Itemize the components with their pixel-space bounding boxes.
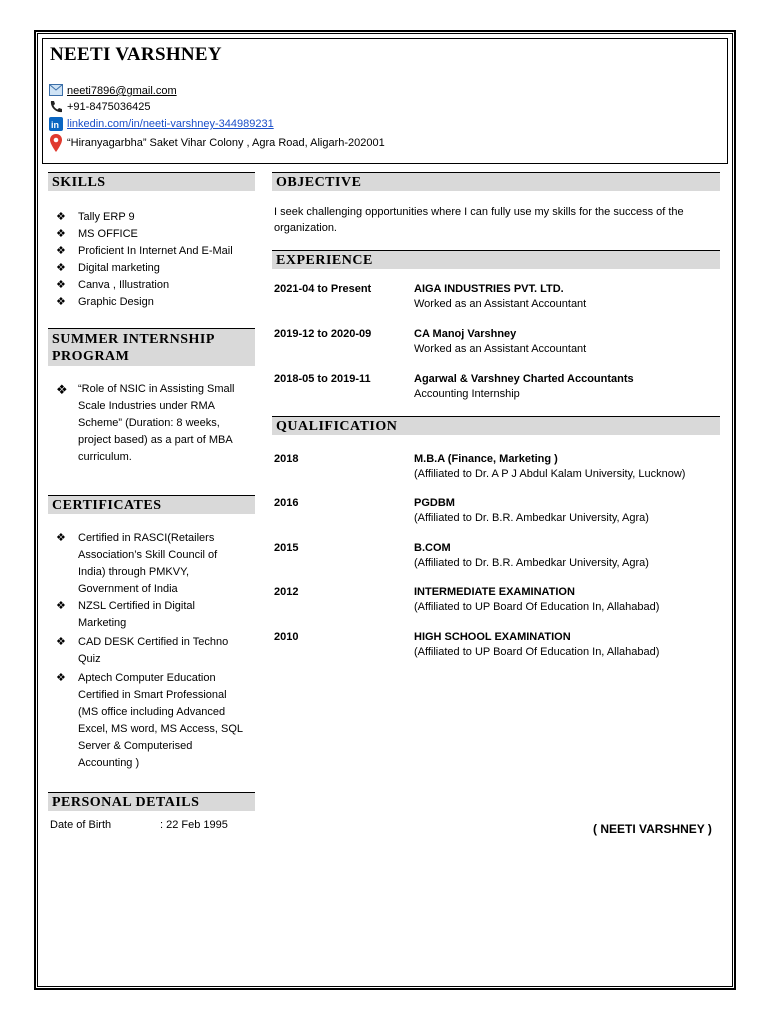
list-item: ❖ Proficient In Internet And E-Mail — [56, 243, 233, 260]
diamond-bullet-icon: ❖ — [56, 228, 66, 240]
diamond-bullet-icon: ❖ — [56, 262, 66, 274]
qualification-entry: B.COM (Affiliated to Dr. B.R. Ambedkar University, Agra) — [414, 542, 649, 569]
linkedin-link[interactable]: linkedin.com/in/neeti-varshney-344989231 — [67, 118, 274, 130]
phone-icon — [49, 100, 63, 114]
experience-heading: EXPERIENCE — [272, 250, 720, 269]
experience-entry: CA Manoj Varshney Worked as an Assistant Accountant — [414, 328, 587, 355]
diamond-bullet-icon: ❖ — [56, 600, 66, 612]
email-row — [49, 84, 177, 98]
list-item: ❖ Aptech Computer Education — [56, 670, 243, 687]
phone-number: +91-8475036425 — [67, 101, 151, 113]
skills-heading: SKILLS — [48, 172, 255, 191]
diamond-bullet-icon: ❖ — [56, 636, 66, 648]
svg-text:in: in — [51, 120, 59, 130]
address-row — [49, 134, 385, 152]
list-item: ❖ Certified in RASCI(Retailers — [56, 530, 243, 547]
list-item: ❖ CAD DESK Certified in Techno — [56, 634, 243, 651]
experience-entry: AIGA INDUSTRIES PVT. LTD. Worked as an Assistant Accountant — [414, 283, 587, 310]
qualification-year: 2016 — [274, 497, 299, 509]
linkedin-row — [49, 117, 274, 131]
qualification-heading: QUALIFICATION — [272, 416, 720, 435]
experience-date: 2018-05 to 2019-11 — [274, 373, 371, 385]
certificates-heading: CERTIFICATES — [48, 495, 255, 514]
phone-row — [49, 100, 151, 114]
list-item: ❖ Graphic Design — [56, 294, 233, 311]
diamond-bullet-icon: ❖ — [56, 279, 66, 291]
list-item: ❖ MS OFFICE — [56, 226, 233, 243]
qualification-entry: HIGH SCHOOL EXAMINATION (Affiliated to UP Board Of Education In, Allahabad) — [414, 631, 660, 658]
diamond-bullet-icon: ❖ — [56, 672, 66, 684]
qualification-year: 2018 — [274, 453, 299, 465]
internship-description: ❖ “Role of NSIC in Assisting Small Scale Industries under RMA Scheme” (Duration: 8 weeks, project based) as a part of MBA curriculum. — [56, 382, 235, 463]
list-item: ❖ Tally ERP 9 — [56, 209, 233, 226]
certificates-list: ❖ Certified in RASCI(Retailers Association’s Skill Council of India) through PMKVY, Government of India ❖ NZSL Certified in Digital Marketing ❖ CAD DESK Certified in Techno Quiz ❖ Aptech Computer Education Certified in Smart Professional (MS office including Advanced Excel, MS word, MS Access, SQL Server & Computerised Accounting ) — [56, 532, 244, 769]
diamond-bullet-icon: ❖ — [56, 382, 68, 397]
experience-entry: Agarwal & Varshney Charted Accountants Accounting Internship — [414, 373, 634, 400]
skills-list — [56, 209, 233, 311]
qualification-year: 2012 — [274, 586, 299, 598]
dob-value: : 22 Feb 1995 — [160, 819, 228, 831]
envelope-icon — [49, 84, 63, 98]
signature-name: ( NEETI VARSHNEY ) — [593, 822, 712, 836]
objective-heading: OBJECTIVE — [272, 172, 720, 191]
list-item: ❖ Digital marketing — [56, 260, 233, 277]
qualification-entry: INTERMEDIATE EXAMINATION (Affiliated to UP Board Of Education In, Allahabad) — [414, 586, 660, 613]
qualification-entry: PGDBM (Affiliated to Dr. B.R. Ambedkar University, Agra) — [414, 497, 649, 524]
objective-text: I seek challenging opportunities where I can fully use my skills for the success of the organization. — [274, 206, 684, 234]
diamond-bullet-icon: ❖ — [56, 296, 66, 308]
map-pin-icon — [49, 134, 63, 152]
qualification-year: 2015 — [274, 542, 299, 554]
dob-label: Date of Birth — [50, 819, 112, 831]
address-text: “Hiranyagarbha” Saket Vihar Colony , Agra Road, Aligarh-202001 — [67, 137, 385, 149]
linkedin-icon — [49, 117, 63, 131]
email-link[interactable]: neeti7896@gmail.com — [67, 85, 177, 97]
qualification-year: 2010 — [274, 631, 299, 643]
diamond-bullet-icon: ❖ — [56, 532, 66, 544]
list-item: ❖ Canva , Illustration — [56, 277, 233, 294]
personal-details-heading: PERSONAL DETAILS — [48, 792, 255, 811]
diamond-bullet-icon: ❖ — [56, 211, 66, 223]
list-item: ❖ NZSL Certified in Digital — [56, 598, 243, 615]
qualification-entry: M.B.A (Finance, Marketing ) (Affiliated to Dr. A P J Abdul Kalam University, Lucknow) — [414, 453, 686, 480]
experience-date: 2019-12 to 2020-09 — [274, 328, 372, 340]
candidate-name: NEETI VARSHNEY — [50, 44, 222, 65]
experience-date: 2021-04 to Present — [274, 283, 372, 295]
internship-heading: SUMMER INTERNSHIP PROGRAM — [48, 328, 255, 366]
diamond-bullet-icon: ❖ — [56, 245, 66, 257]
